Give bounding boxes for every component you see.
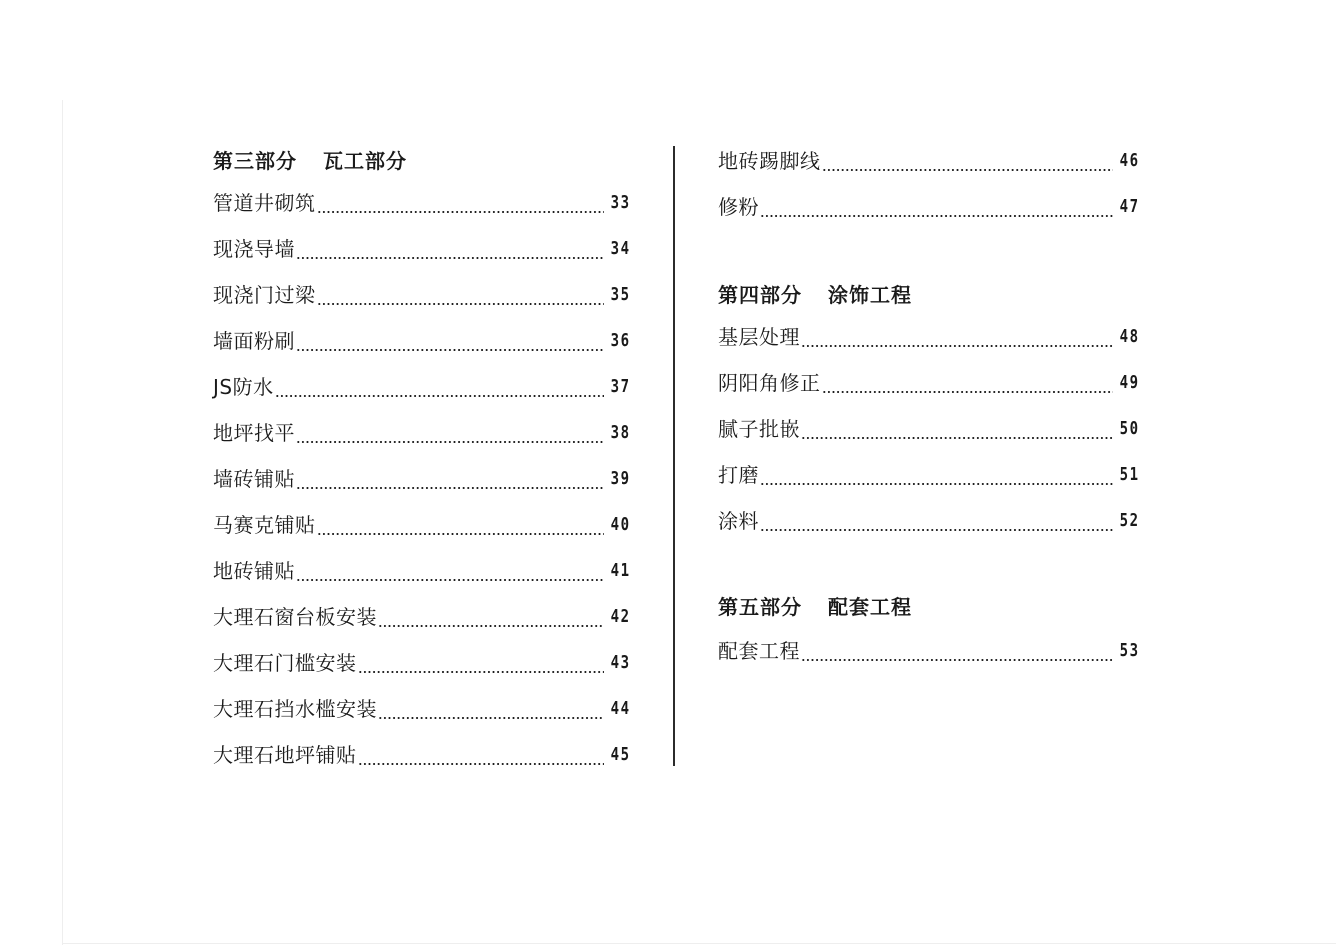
toc-dot-leader	[760, 460, 1113, 490]
toc-dot-leader	[760, 192, 1113, 222]
toc-entry-page: 47	[1119, 196, 1140, 217]
toc-dot-leader	[317, 280, 605, 310]
toc-entry[interactable]	[718, 636, 1140, 666]
toc-entry[interactable]	[718, 460, 1140, 490]
toc-entry-title: 配套工程	[718, 639, 800, 663]
toc-entry-page: 48	[1119, 326, 1140, 347]
toc-entry[interactable]	[718, 414, 1140, 444]
toc-dot-leader	[358, 648, 605, 678]
toc-entry-title: 墙砖铺贴	[213, 467, 295, 491]
toc-entry[interactable]	[213, 418, 631, 448]
toc-entry-page: 38	[610, 422, 631, 443]
toc-entry-title: 地砖踢脚线	[718, 149, 821, 173]
toc-entry-page: 35	[610, 284, 631, 305]
toc-dot-leader	[296, 234, 604, 264]
toc-entry-page: 53	[1119, 640, 1140, 661]
toc-dot-leader	[317, 188, 605, 218]
toc-entry[interactable]	[718, 368, 1140, 398]
toc-dot-leader	[296, 326, 604, 356]
toc-entry-page: 42	[610, 606, 631, 627]
toc-entry[interactable]	[718, 146, 1140, 176]
toc-entry-page: 52	[1119, 510, 1140, 531]
section-name: 瓦工部分	[323, 149, 407, 173]
toc-entry[interactable]	[213, 648, 631, 678]
section-part-label: 第五部分	[718, 595, 802, 619]
toc-entry[interactable]	[213, 740, 631, 770]
page-edge-left	[62, 100, 63, 945]
toc-entry-title: 管道井砌筑	[213, 191, 316, 215]
toc-dot-leader	[378, 602, 604, 632]
toc-entry-title: 大理石门槛安装	[213, 651, 357, 675]
toc-entry-title: 现浇门过梁	[213, 283, 316, 307]
toc-entry[interactable]	[213, 510, 631, 540]
toc-entry-page: 33	[610, 192, 631, 213]
toc-entry-page: 50	[1119, 418, 1140, 439]
toc-entry[interactable]	[213, 280, 631, 310]
toc-dot-leader	[296, 556, 604, 586]
toc-entry-title: 打磨	[718, 463, 759, 487]
section-name: 配套工程	[828, 595, 912, 619]
toc-entry-title: 地砖铺贴	[213, 559, 295, 583]
toc-entry-page: 45	[610, 744, 631, 765]
toc-entry-page: 40	[610, 514, 631, 535]
toc-entry-title: 地坪找平	[213, 421, 295, 445]
section-heading-part3	[213, 146, 407, 176]
toc-entry[interactable]	[213, 372, 631, 402]
toc-entry-page: 46	[1119, 150, 1140, 171]
toc-entry-page: 49	[1119, 372, 1140, 393]
toc-dot-leader	[296, 464, 604, 494]
toc-entry[interactable]	[718, 192, 1140, 222]
toc-dot-leader	[296, 418, 604, 448]
toc-dot-leader	[358, 740, 605, 770]
toc-dot-leader	[822, 368, 1114, 398]
section-part-label: 第四部分	[718, 283, 802, 307]
toc-entry-page: 43	[610, 652, 631, 673]
toc-dot-leader	[760, 506, 1113, 536]
toc-dot-leader	[801, 636, 1113, 666]
toc-entry-page: 34	[610, 238, 631, 259]
toc-dot-leader	[275, 372, 605, 402]
toc-dot-leader	[317, 510, 605, 540]
toc-entry[interactable]	[718, 322, 1140, 352]
toc-entry-page: 37	[610, 376, 631, 397]
toc-entry-title: 阴阳角修正	[718, 371, 821, 395]
toc-entry[interactable]	[213, 326, 631, 356]
toc-entry[interactable]	[718, 506, 1140, 536]
toc-entry-title: 大理石窗台板安装	[213, 605, 377, 629]
toc-entry[interactable]	[213, 556, 631, 586]
toc-entry[interactable]	[213, 234, 631, 264]
toc-entry-page: 44	[610, 698, 631, 719]
toc-entry[interactable]	[213, 464, 631, 494]
section-part-label: 第三部分	[213, 149, 297, 173]
toc-entry-page: 39	[610, 468, 631, 489]
section-heading-part5	[718, 592, 912, 622]
column-divider	[673, 146, 675, 766]
section-name: 涂饰工程	[828, 283, 912, 307]
toc-entry-title: 涂料	[718, 509, 759, 533]
toc-entry-page: 41	[610, 560, 631, 581]
toc-entry-title: 大理石挡水槛安装	[213, 697, 377, 721]
toc-entry-title: 腻子批嵌	[718, 417, 800, 441]
toc-entry-title: 大理石地坪铺贴	[213, 743, 357, 767]
toc-entry[interactable]	[213, 602, 631, 632]
toc-entry-title: JS防水	[213, 375, 274, 399]
toc-dot-leader	[801, 414, 1113, 444]
toc-entry-title: 马赛克铺贴	[213, 513, 316, 537]
toc-entry-title: 修粉	[718, 195, 759, 219]
toc-entry-page: 36	[610, 330, 631, 351]
toc-dot-leader	[801, 322, 1113, 352]
toc-dot-leader	[378, 694, 604, 724]
toc-entry-page: 51	[1119, 464, 1140, 485]
toc-dot-leader	[822, 146, 1114, 176]
toc-entry-title: 现浇导墙	[213, 237, 295, 261]
toc-entry[interactable]	[213, 694, 631, 724]
toc-entry-title: 基层处理	[718, 325, 800, 349]
toc-entry[interactable]	[213, 188, 631, 218]
page-edge-bottom	[62, 943, 1336, 944]
toc-entry-title: 墙面粉刷	[213, 329, 295, 353]
section-heading-part4	[718, 280, 912, 310]
